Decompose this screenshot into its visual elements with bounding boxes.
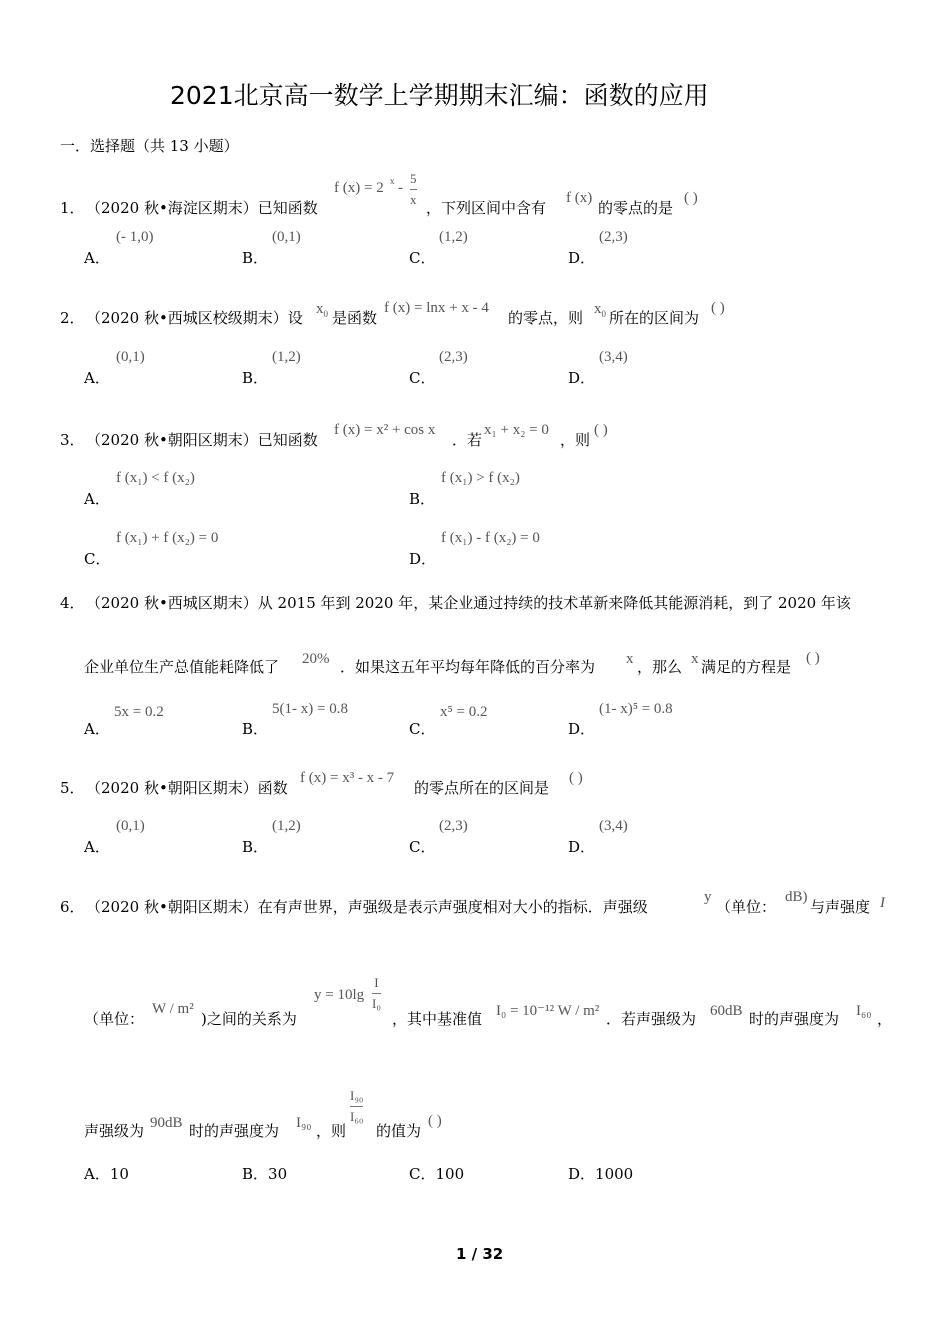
math-variable: y bbox=[704, 889, 712, 905]
question-text: （单位： bbox=[716, 898, 777, 916]
math-exponent: x bbox=[390, 176, 395, 186]
option-d[interactable]: D． bbox=[568, 720, 596, 738]
question-text: 时的声强度为 bbox=[189, 1122, 280, 1140]
option-c[interactable]: C． bbox=[84, 550, 111, 568]
option-b[interactable]: B． bbox=[242, 720, 269, 738]
option-value: f (x₁) < f (x₂) bbox=[116, 470, 195, 486]
option-d[interactable]: D． bbox=[568, 369, 596, 387]
option-value: (1- x)⁵ = 0.8 bbox=[599, 701, 673, 717]
question-text: ．若 bbox=[452, 431, 483, 449]
option-value: (2,3) bbox=[439, 818, 468, 834]
fraction-numerator: I bbox=[374, 975, 379, 990]
option-b[interactable]: B． bbox=[242, 369, 269, 387]
answer-paren: ( ) bbox=[806, 650, 820, 666]
math-variable bbox=[316, 301, 328, 319]
math-variable: x bbox=[626, 651, 634, 667]
answer-paren: ( ) bbox=[594, 422, 608, 438]
math-unit: W / m² bbox=[152, 1001, 194, 1017]
question-text: （2020 秋•西城区期末）从 2015 年到 2020 年，某企业通过持续的技术革新来降低其能源消耗，到了 2020 年该 bbox=[86, 594, 851, 612]
answer-paren: ( ) bbox=[684, 190, 698, 206]
option-value: (1,2) bbox=[272, 349, 301, 365]
option-b[interactable]: B． bbox=[242, 838, 269, 856]
option-value: (2,3) bbox=[439, 349, 468, 365]
option-d[interactable]: D． bbox=[409, 550, 437, 568]
option-c[interactable]: C． bbox=[409, 838, 436, 856]
question-text: )之间的关系为 bbox=[201, 1010, 297, 1028]
math-variable: x bbox=[691, 651, 699, 667]
question-text: 时的声强度为 bbox=[749, 1010, 840, 1028]
option-value: (0,1) bbox=[272, 229, 301, 245]
math-fraction bbox=[350, 1088, 363, 1125]
question-text: ．如果这五年平均每年降低的百分率为 bbox=[340, 658, 596, 676]
math-subscript: 0 bbox=[323, 309, 328, 319]
math-expression: x₁ + x₂ = 0 bbox=[484, 422, 549, 438]
answer-paren: ( ) bbox=[428, 1113, 442, 1129]
question-text: ，下列区间中含有 bbox=[426, 199, 547, 217]
option-value: 1000 bbox=[595, 1165, 634, 1183]
question-source: （2020 秋•朝阳区期末）函数 bbox=[86, 779, 288, 797]
option-value: (1,2) bbox=[272, 818, 301, 834]
question-text: （2020 秋•朝阳区期末）在有声世界，声强级是表示声强度相对大小的指标．声强级 bbox=[86, 898, 648, 916]
question-text: 的零点所在的区间是 bbox=[414, 779, 550, 797]
question-text: 所在的区间为 bbox=[609, 309, 700, 327]
option-d[interactable] bbox=[568, 1163, 633, 1184]
option-c[interactable]: C． bbox=[409, 720, 436, 738]
option-value: (1,2) bbox=[439, 229, 468, 245]
math-expression: f (x) = x² + cos x bbox=[334, 422, 436, 438]
option-letter: A． bbox=[84, 1165, 110, 1183]
question-text: 的零点的是 bbox=[598, 199, 674, 217]
option-c[interactable]: C． bbox=[409, 369, 436, 387]
math-expression: 90dB bbox=[150, 1115, 183, 1131]
option-d[interactable]: D． bbox=[568, 838, 596, 856]
option-c[interactable] bbox=[409, 1163, 464, 1184]
page-title: 2021北京高一数学上学期期末汇编：函数的应用 bbox=[170, 81, 709, 110]
question-text: 的值为 bbox=[376, 1122, 422, 1140]
option-letter: B． bbox=[242, 1165, 269, 1183]
question-text: ，那么 bbox=[637, 658, 683, 676]
question-text: 声强级为 bbox=[84, 1122, 145, 1140]
math-variable: I₆₀ bbox=[856, 1003, 872, 1019]
question-text: ，则 bbox=[560, 431, 591, 449]
question-number: 1． bbox=[60, 199, 85, 217]
question-text: 满足的方程是 bbox=[701, 658, 792, 676]
option-a[interactable] bbox=[84, 1163, 129, 1184]
fraction-denominator: I₀ bbox=[372, 996, 381, 1011]
math-expression: 20% bbox=[302, 651, 330, 667]
option-value: (3,4) bbox=[599, 349, 628, 365]
question-text: 的零点，则 bbox=[508, 309, 584, 327]
option-value: 5x = 0.2 bbox=[114, 704, 164, 720]
option-letter: D． bbox=[568, 1165, 596, 1183]
fraction-bar bbox=[350, 1106, 363, 1107]
option-letter: C． bbox=[409, 1165, 436, 1183]
option-a[interactable]: A． bbox=[84, 490, 110, 508]
math-unit: dB) bbox=[785, 889, 808, 905]
question-source: （2020 秋•西城区校级期末）设 bbox=[86, 309, 303, 327]
question-text: 企业单位生产总值能耗降低了 bbox=[84, 658, 280, 676]
math-symbol: x bbox=[594, 301, 602, 317]
option-value: (- 1,0) bbox=[116, 229, 154, 245]
math-symbol: x bbox=[316, 301, 324, 317]
question-number: 3． bbox=[60, 431, 85, 449]
math-variable bbox=[594, 301, 606, 319]
math-expression: f (x) = 2 bbox=[334, 180, 384, 196]
question-number: 4． bbox=[60, 594, 85, 612]
question-number: 6． bbox=[60, 898, 85, 916]
option-value: f (x₁) - f (x₂) = 0 bbox=[441, 530, 540, 546]
math-expression: I₀ = 10⁻¹² W / m² bbox=[496, 1003, 600, 1019]
math-expression: f (x) = lnx + x - 4 bbox=[384, 300, 489, 316]
math-fraction bbox=[410, 171, 417, 208]
option-value: 30 bbox=[268, 1165, 288, 1183]
fraction-numerator: I₉₀ bbox=[350, 1088, 364, 1103]
option-value: 100 bbox=[435, 1165, 465, 1183]
math-subscript: 0 bbox=[601, 309, 606, 319]
option-value: (2,3) bbox=[599, 229, 628, 245]
math-expression: y = 10lg bbox=[314, 987, 365, 1003]
question-text: ，其中基准值 bbox=[392, 1010, 483, 1028]
question-source: （2020 秋•朝阳区期末）已知函数 bbox=[86, 431, 318, 449]
math-expression: f (x) bbox=[566, 190, 593, 206]
option-b[interactable]: B． bbox=[242, 249, 269, 267]
answer-paren: ( ) bbox=[569, 770, 583, 786]
option-a[interactable]: A． bbox=[84, 249, 110, 267]
math-operator: - bbox=[398, 180, 403, 196]
question-text: ，则 bbox=[316, 1122, 347, 1140]
option-a[interactable]: A． bbox=[84, 369, 110, 387]
option-value: x⁵ = 0.2 bbox=[440, 704, 488, 720]
option-value: (3,4) bbox=[599, 818, 628, 834]
question-text: ．若声强级为 bbox=[606, 1010, 697, 1028]
question-source: （2020 秋•海淀区期末）已知函数 bbox=[86, 199, 318, 217]
question-text: （单位： bbox=[84, 1010, 145, 1028]
option-a[interactable]: A． bbox=[84, 720, 110, 738]
page-number: 1 / 32 bbox=[456, 1245, 504, 1263]
option-value: (0,1) bbox=[116, 818, 145, 834]
option-value: 10 bbox=[109, 1165, 129, 1183]
option-c[interactable]: C． bbox=[409, 249, 436, 267]
math-fraction bbox=[372, 975, 381, 1012]
question-number: 5． bbox=[60, 779, 85, 797]
fraction-denominator: x bbox=[410, 192, 417, 207]
section-heading: 一．选择题（共 13 小题） bbox=[60, 137, 239, 155]
math-variable: I bbox=[880, 895, 885, 911]
option-value: 5(1- x) = 0.8 bbox=[272, 701, 348, 717]
fraction-numerator: 5 bbox=[410, 171, 417, 186]
question-text: 是函数 bbox=[332, 309, 378, 327]
fraction-bar bbox=[410, 189, 417, 190]
option-value: (0,1) bbox=[116, 349, 145, 365]
option-value: f (x₁) > f (x₂) bbox=[441, 470, 520, 486]
math-expression: f (x) = x³ - x - 7 bbox=[300, 770, 395, 786]
question-text: 与声强度 bbox=[810, 898, 871, 916]
fraction-denominator: I₆₀ bbox=[350, 1109, 364, 1124]
answer-paren: ( ) bbox=[711, 300, 725, 316]
question-number: 2． bbox=[60, 309, 85, 327]
option-b[interactable] bbox=[242, 1163, 287, 1184]
fraction-bar bbox=[372, 993, 381, 994]
option-b[interactable]: B． bbox=[409, 490, 436, 508]
math-expression: 60dB bbox=[710, 1003, 743, 1019]
option-d[interactable]: D． bbox=[568, 249, 596, 267]
option-value: f (x₁) + f (x₂) = 0 bbox=[116, 530, 219, 546]
math-variable: I₉₀ bbox=[296, 1115, 312, 1131]
option-a[interactable]: A． bbox=[84, 838, 110, 856]
question-text: ， bbox=[877, 1010, 893, 1028]
